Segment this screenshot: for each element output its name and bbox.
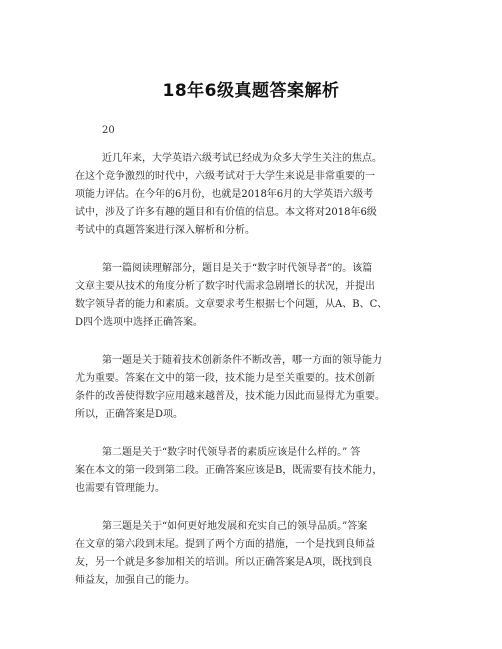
paragraph-line: 第三题是关于“如何更好地发展和充实自己的领导品质。”答案 (102, 521, 368, 532)
paragraph-line: 尤为重要。答案在文中的第一段，技术能力是至关重要的。技术创新 (75, 373, 375, 384)
paragraph-line: 也需要有管理能力。 (75, 483, 165, 494)
paragraph-line: 师益友，加强自己的能力。 (75, 575, 195, 586)
paragraph-line: 条件的改善使得数字应用越来越普及，技术能力因此而显得尤为重要。 (75, 391, 385, 402)
paragraph-line: 案在本文的第一段到第二段。正确答案应该是B，既需要有技术能力， (75, 465, 383, 476)
page-title: 18年6级真题答案解析 (162, 81, 340, 101)
paragraph-line: 所以，正确答案是D项。 (75, 409, 184, 420)
paragraph-line: D四个选项中选择正确答案。 (75, 317, 204, 328)
paragraph-line: 数字领导者的能力和素质。文章要求考生根据七个问题，从A、B、C、 (75, 299, 388, 310)
paragraph-line: 近几年来，大学英语六级考试已经成为众多大学生关注的焦点。 (102, 153, 382, 164)
paragraph-line: 第一篇阅读理解部分，题目是关于“数字时代领导者”的。该篇 (102, 263, 373, 274)
paragraph-line: 考试中的真题答案进行深入解析和分析。 (75, 225, 255, 236)
paragraph-line: 第一题是关于随着技术创新条件不断改善，哪一方面的领导能力 (102, 355, 382, 366)
paragraph-line: 在这个竞争激烈的时代中，六级考试对于大学生来说是非常重要的一 (75, 171, 375, 182)
paragraph-line: 友，另一个就是多参加相关的培训。所以正确答案是A项，既找到良 (75, 557, 373, 568)
paragraph-line: 在文章的第六段到末尾。提到了两个方面的措施，一个是找到良师益 (75, 539, 375, 550)
paragraph-line: 第二题是关于“数字时代领导者的素质应该是什么样的。” 答 (102, 447, 361, 458)
paragraph-line: 文章主要从技术的角度分析了数字时代需求急剧增长的状况，并提出 (75, 281, 375, 292)
paragraph-line: 项能力评估。在今年的6月份，也就是2018年6月的大学英语六级考 (75, 189, 374, 200)
year-fragment: 20 (102, 125, 115, 136)
paragraph-line: 试中，涉及了许多有趣的题目和有价值的信息。本文将对2018年6级 (75, 207, 377, 218)
